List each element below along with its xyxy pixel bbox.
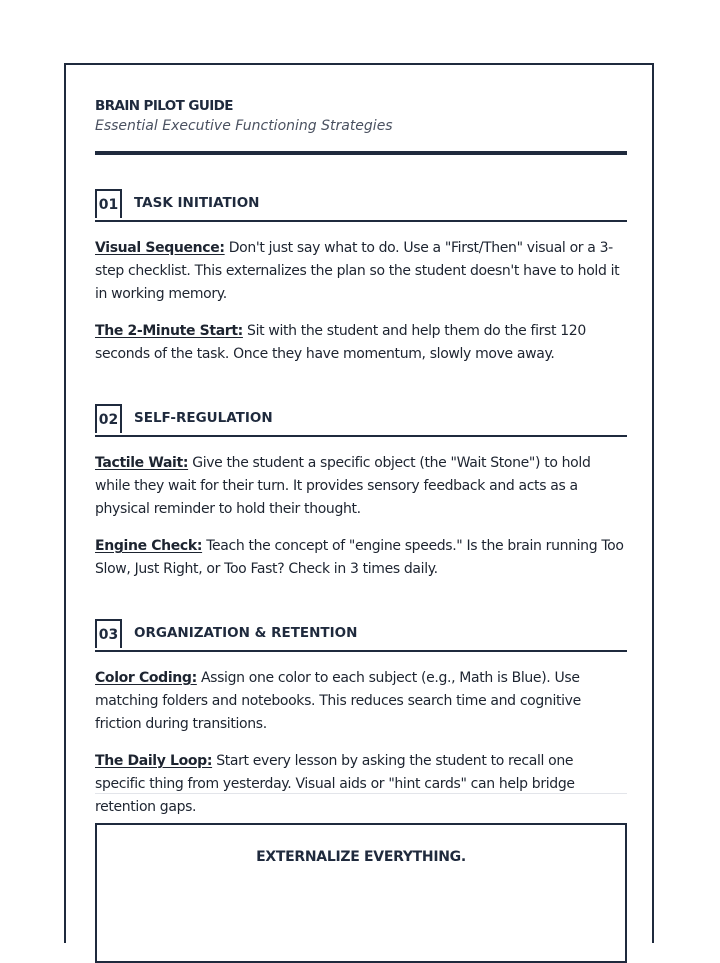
strategy-paragraph — [95, 535, 627, 581]
strategy-term: The 2-Minute Start: — [95, 323, 243, 339]
callout-title: EXTERNALIZE EVERYTHING. — [256, 849, 466, 865]
section-number: 03 — [95, 619, 122, 648]
strategy-term: Engine Check: — [95, 538, 203, 554]
strategy-term: Visual Sequence: — [95, 240, 225, 256]
strategy-term: The Daily Loop: — [95, 753, 213, 769]
section-title: SELF-REGULATION — [134, 410, 273, 426]
strategy-paragraph — [95, 667, 627, 736]
page-title: BRAIN PILOT GUIDE — [95, 98, 233, 114]
callout-box — [95, 823, 627, 963]
header-divider — [95, 151, 627, 155]
strategy-text: Sit with the student and help them do the first 120 seconds of the task. Once they have momentum, slowly move away. — [95, 323, 586, 362]
section-title: ORGANIZATION & RETENTION — [134, 625, 358, 641]
section-header — [95, 619, 627, 652]
strategy-term: Color Coding: — [95, 670, 197, 686]
strategy-paragraph — [95, 237, 627, 306]
strategy-text: Give the student a specific object (the "Wait Stone") to hold while they wait for their turn. It provides sensory feedback and acts as a physical reminder to hold their thought. — [95, 455, 591, 517]
section-self-regulation — [95, 404, 627, 581]
strategy-text: Start every lesson by asking the student to recall one specific thing from yesterday. Visual aids or "hint cards" can help bridge retention gaps. — [95, 753, 575, 815]
guide-page — [64, 63, 654, 943]
strategy-text: Assign one color to each subject (e.g., Math is Blue). Use matching folders and notebooks. This reduces search time and cognitive friction during transitions. — [95, 670, 581, 732]
section-header — [95, 404, 627, 437]
strategy-paragraph — [95, 750, 627, 819]
section-number: 01 — [95, 189, 122, 218]
strategy-term: Tactile Wait: — [95, 455, 189, 471]
section-organization-retention — [95, 619, 627, 819]
section-header — [95, 189, 627, 222]
strategy-paragraph — [95, 452, 627, 521]
page-subtitle: Essential Executive Functioning Strategies — [95, 118, 393, 134]
strategy-paragraph — [95, 320, 627, 366]
section-title: TASK INITIATION — [134, 195, 260, 211]
section-task-initiation — [95, 189, 627, 366]
strategy-text: Teach the concept of "engine speeds." Is the brain running Too Slow, Just Right, or Too Fast? Check in 3 times daily. — [95, 538, 624, 577]
content-divider — [95, 793, 627, 794]
strategy-text: Don't just say what to do. Use a "First/Then" visual or a 3-step checklist. This externalizes the plan so the student doesn't have to hold it in working memory. — [95, 240, 620, 302]
section-number: 02 — [95, 404, 122, 433]
